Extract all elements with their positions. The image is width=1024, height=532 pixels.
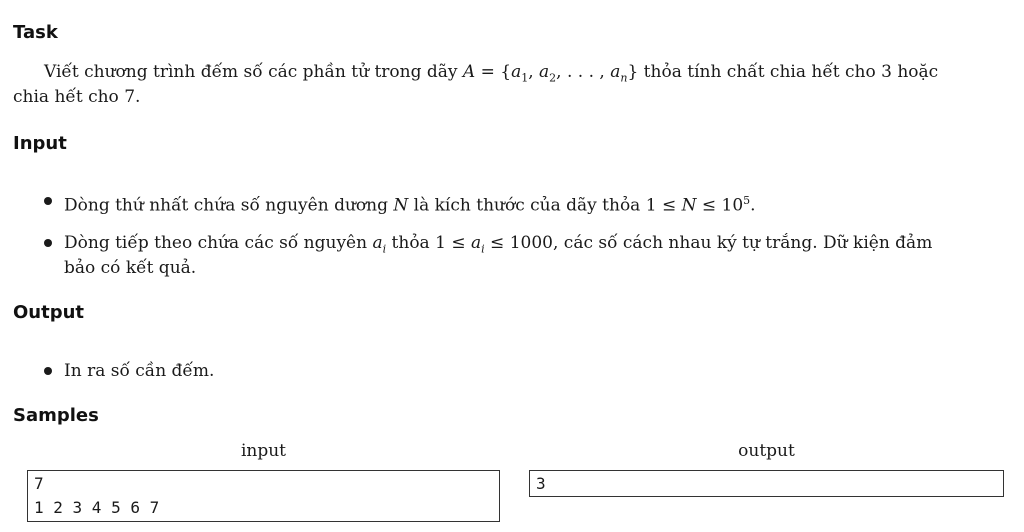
task-description-line2: chia hết cho 7. <box>13 87 141 107</box>
input-bullet-2-text-b: thỏa <box>386 233 436 253</box>
input-bullet-1-exponent: 5 <box>743 194 751 207</box>
sample-input-label: input <box>240 441 287 461</box>
samples-heading: Samples <box>13 405 99 426</box>
input-bullet-1-end: . <box>750 195 756 216</box>
input-bullet-1-text-b: là kích thước của dãy thỏa <box>408 195 646 216</box>
input-bullet-1-var: N <box>393 195 409 216</box>
task-description-line1: Viết chương trình đếm số các phần tử trong dãy $A = \{a_1$, $a_2$, . . . , $a_n$} thỏa tính chất chia hết cho 3 hoặc <box>44 62 939 85</box>
output-bullet-1: In ra số cần đếm. <box>64 361 215 381</box>
input-heading: Input <box>13 133 67 154</box>
task-heading: Task <box>13 22 58 43</box>
input-bullet-2-math-b: ≤ 1000 <box>484 233 553 253</box>
input-bullet-2-var: a <box>372 233 383 253</box>
task-text-part1: Viết chương trình đếm số các phần tử trong dãy <box>44 62 463 82</box>
sample-output-box <box>529 470 1004 497</box>
sample-input-box <box>27 470 500 522</box>
output-heading: Output <box>13 302 85 323</box>
input-bullet-2-text-c: , các số cách nhau ký tự trắng. Dữ kiện đảm <box>552 233 933 253</box>
bullet-icon <box>44 367 52 375</box>
input-bullet-1-text: Dòng thứ nhất chứa số nguyên dương <box>64 195 394 216</box>
sample-output-label: output <box>738 441 795 461</box>
task-text-part2: thỏa tính chất chia hết cho 3 hoặc <box>638 62 939 82</box>
sample-output-line: 3 <box>536 474 546 493</box>
input-bullet-1: Dòng thứ nhất chứa số nguyên dương N là kích thước của dãy thỏa $1 \le N \le 10^5$. <box>64 194 756 216</box>
input-bullet-2: Dòng tiếp theo chứa các số nguyên $a_i$ thỏa $1 \le a_i \le 1000$, các số cách nhau ký tự trắng. Dữ kiện đảm <box>64 233 933 256</box>
input-bullet-2-sub: i <box>382 242 387 256</box>
sample-input-line: 7 <box>34 474 44 493</box>
bullet-icon <box>44 197 52 205</box>
task-math-set: A <box>462 62 476 82</box>
input-bullet-2-line2: bảo có kết quả. <box>64 258 197 278</box>
sample-input-line: 1 2 3 4 5 6 7 <box>34 498 160 517</box>
input-bullet-2-text: Dòng tiếp theo chứa các số nguyên <box>64 233 373 253</box>
bullet-icon <box>44 239 52 247</box>
